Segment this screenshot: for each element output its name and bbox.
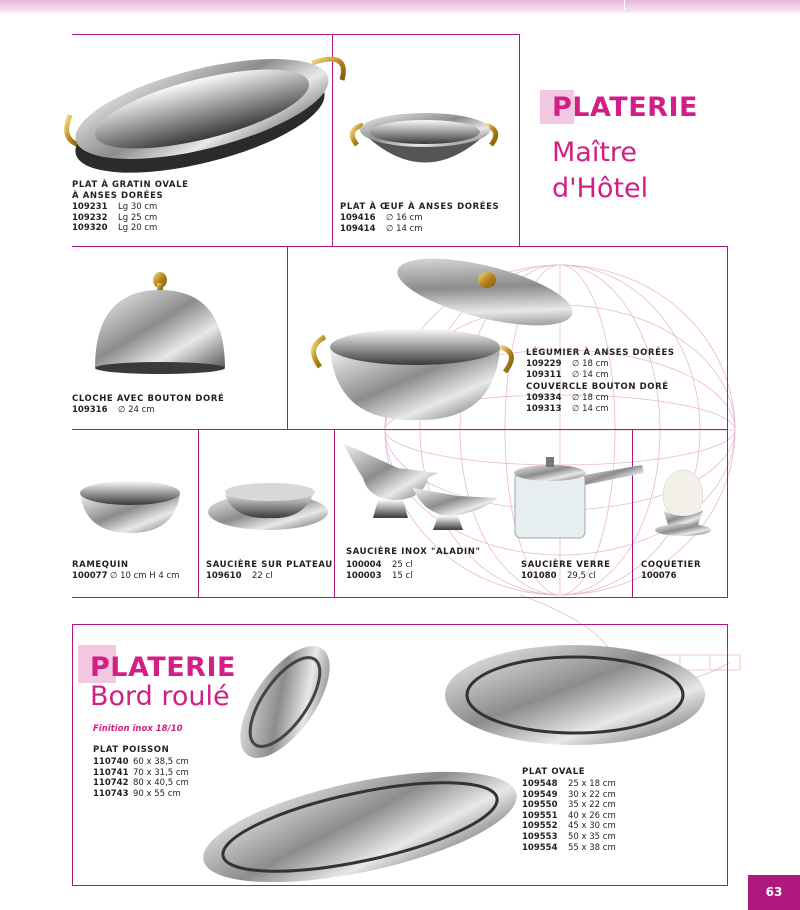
product-code: 109549 [522,789,558,800]
product-code: 109550 [522,800,558,811]
product-code: 109320 [72,223,108,234]
product-dim: ∅ 16 cm [386,213,423,223]
product-dim: 40 x 26 cm [568,810,616,821]
product-dim: 45 x 30 cm [568,821,616,832]
gratin-name-line2: À ANSES DORÉES [72,191,164,201]
product-dim: 35 x 22 cm [568,800,616,811]
ramequin-name: RAMEQUIN [72,560,129,570]
spec-row [93,789,189,800]
gratin-spec-list [72,202,157,234]
product-code: 100076 [641,571,677,581]
section2-title: PLATERIE [90,652,236,683]
product-dim: 29,5 cl [567,571,596,581]
aladin-spec-list [346,560,413,581]
rule [519,34,520,246]
section-subtitle-line2: d'Hôtel [552,173,649,204]
product-code: 109414 [340,223,376,234]
cloche-spec-list [72,405,155,416]
egg-dish-image [345,100,505,180]
plat-ovale-image [440,640,710,760]
product-code: 109553 [522,831,558,842]
ramequin-spec-list [72,571,179,582]
rule [72,624,728,625]
product-code: 109551 [522,810,558,821]
spec-row [72,405,155,416]
spec-row [72,223,157,234]
product-dim: ∅ 14 cm [572,369,609,380]
product-dim: Lg 25 cm [118,212,158,223]
product-code: 110742 [93,778,129,789]
product-dim: Lg 20 cm [118,223,158,234]
product-dim: ∅ 24 cm [118,405,155,415]
rule [72,885,728,886]
spec-row [521,571,596,582]
gratin-name-line1: PLAT À GRATIN OVALE [72,180,189,190]
spec-row [522,800,616,811]
rule [287,246,288,430]
rule [198,429,199,598]
product-dim: 25 cl [392,560,413,570]
spec-row [526,359,609,370]
cloche-image [90,268,230,378]
spec-row [526,393,609,404]
product-code: 109552 [522,821,558,832]
poisson-spec-list [93,757,189,799]
spec-row [522,811,616,822]
gratin-dish-image [50,45,360,175]
ovale-name: PLAT OVALE [522,767,586,777]
rule [727,624,728,886]
sauciere-verre-name: SAUCIÈRE VERRE [521,560,611,570]
ovale-spec-list [522,779,616,853]
rule [72,246,728,247]
product-dim: 55 x 38 cm [568,842,616,853]
product-dim: 15 cl [392,570,413,581]
product-dim: 80 x 40,5 cm [133,778,189,789]
aladin-name: SAUCIÈRE INOX "ALADIN" [346,547,481,557]
spec-row [93,768,189,779]
rule [727,246,728,598]
product-code: 110740 [93,757,129,767]
legumier-spec-list [526,359,609,380]
spec-row [72,202,157,213]
spec-row [522,843,616,854]
sauciere-plateau-spec-list [206,571,273,582]
couvercle-spec-list [526,393,609,414]
product-code: 109610 [206,571,242,581]
page-number: 63 [748,875,800,910]
product-code: 101080 [521,571,557,581]
spec-row [72,571,179,582]
product-code: 100077 [72,571,108,581]
coquetier-spec-list [641,571,687,582]
aladin-sauciere-image [338,438,508,538]
product-dim: 25 x 18 cm [568,779,616,789]
ramequin-image [75,478,185,538]
rule [72,624,73,886]
product-code: 109229 [526,359,562,369]
sauciere-verre-spec-list [521,571,596,582]
product-code: 109334 [526,393,562,403]
finish-note: Finition inox 18/10 [93,724,183,734]
product-code: 109232 [72,212,108,223]
product-dim: ∅ 18 cm [572,359,609,369]
product-code: 100004 [346,560,382,570]
legumier-name: LÉGUMIER À ANSES DORÉES [526,348,675,358]
product-dim: ∅ 18 cm [572,393,609,403]
product-code: 109313 [526,403,562,414]
rule [72,429,728,430]
spec-row [641,571,687,582]
product-code: 110743 [93,788,129,799]
spec-row [522,790,616,801]
spec-row [72,213,157,224]
spec-row [340,213,423,224]
product-code: 109231 [72,202,108,212]
product-dim: ∅ 14 cm [386,223,423,234]
product-code: 109548 [522,779,558,789]
spec-row [206,571,273,582]
oeuf-name: PLAT À ŒUF À ANSES DORÉES [340,202,500,212]
product-dim: 70 x 31,5 cm [133,767,189,778]
product-dim: 60 x 38,5 cm [133,757,189,767]
product-dim: Lg 30 cm [118,202,158,212]
sauciere-verre-image [510,455,650,555]
product-dim: 30 x 22 cm [568,789,616,800]
product-dim: 22 cl [252,571,273,581]
product-dim: ∅ 14 cm [572,403,609,414]
rule [72,597,728,598]
coquetier-name: COQUETIER [641,560,702,570]
spec-row [346,571,413,582]
product-code: 110741 [93,767,129,778]
cloche-name: CLOCHE AVEC BOUTON DORÉ [72,394,225,404]
spec-row [522,779,616,790]
product-code: 100003 [346,570,382,581]
section-title: PLATERIE [552,92,698,123]
sauciere-plateau-image [205,470,335,535]
coquetier-image [648,470,718,550]
spec-row [346,560,413,571]
spec-row [340,224,423,235]
section-subtitle-line1: Maître [552,137,638,168]
sauciere-plateau-name: SAUCIÈRE SUR PLATEAU [206,560,333,570]
spec-row [522,821,616,832]
product-dim: 90 x 55 cm [133,788,181,799]
spec-row [526,404,609,415]
spec-row [522,832,616,843]
product-code: 109316 [72,405,108,415]
section2-subtitle: Bord roulé [90,681,230,712]
product-code: 109416 [340,213,376,223]
product-dim: 50 x 35 cm [568,831,616,842]
spec-row [93,757,189,768]
poisson-name: PLAT POISSON [93,745,170,755]
product-dim: ∅ 10 cm H 4 cm [110,571,180,581]
oeuf-spec-list [340,213,423,234]
rule [72,34,520,35]
spec-row [93,778,189,789]
product-code: 109554 [522,842,558,853]
couvercle-name: COUVERCLE BOUTON DORÉ [526,382,669,392]
spec-row [526,370,609,381]
product-code: 109311 [526,369,562,380]
